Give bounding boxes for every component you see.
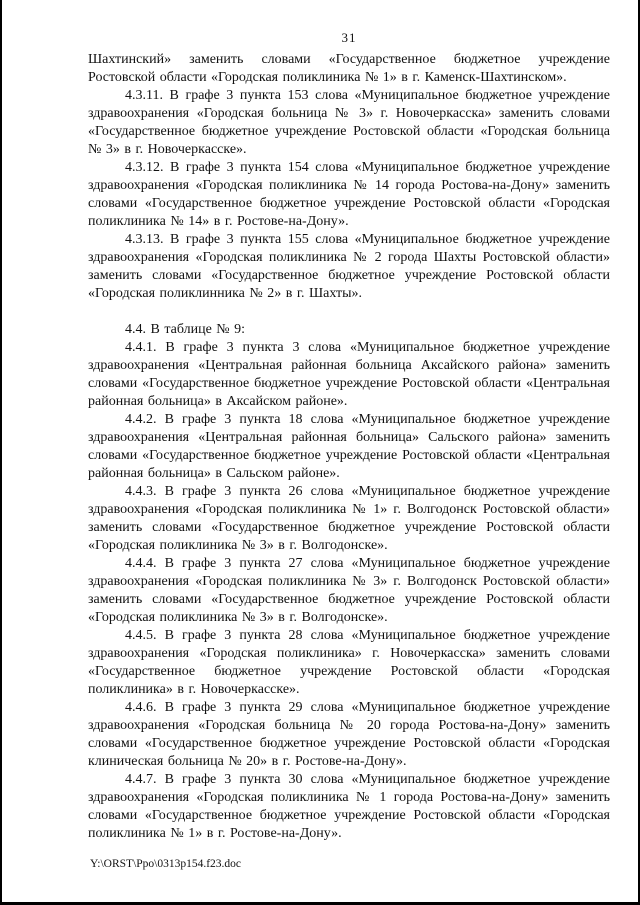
- paragraph: 4.3.13. В графе 3 пункта 155 слова «Муниципальное бюджетное учреждение здравоохранения «Городская поликлиника № 2 города Шахты Ростовской области» заменить словами «Государственное бюджетное учреждение Ростовской области «Городская поликлинника № 2» в г. Шахты».: [88, 232, 610, 301]
- paragraph: 4.4.6. В графе 3 пункта 29 слова «Муниципальное бюджетное учреждение здравоохранения «Городская больница № 20 города Ростова-на-Дону» заменить словами «Государственное бюджетное учреждение Ростовской области «Городская клиническая больница № 20» в г. Ростове-на-Дону».: [88, 700, 610, 769]
- document-body: [88, 51, 610, 843]
- footer-file-path: Y:\ORST\Ppo\0313p154.f23.doc: [90, 858, 242, 870]
- paragraph: 4.3.11. В графе 3 пункта 153 слова «Муниципальное бюджетное учреждение здравоохранения «Городская больница № 3» г. Новочеркасска» заменить словами «Государственное бюджетное учреждение Ростовской области «Городская больница № 3» в г. Новочеркасске».: [88, 88, 610, 157]
- page-number: 31: [341, 30, 357, 45]
- paragraph: Шахтинский» заменить словами «Государственное бюджетное учреждение Ростовской области «Городская поликлиника № 1» в г. Каменск-Шахтинском».: [88, 52, 610, 85]
- paragraph: 4.4.7. В графе 3 пункта 30 слова «Муниципальное бюджетное учреждение здравоохранения «Городская поликлиника № 1 города Ростова-на-Дону» заменить словами «Государственное бюджетное учреждение Ростовской области «Городская поликлиника № 1» в г. Ростове-на-Дону».: [88, 772, 610, 841]
- paragraph: 4.4.1. В графе 3 пункта 3 слова «Муниципальное бюджетное учреждение здравоохранения «Центральная районная больница Аксайского района» заменить словами «Государственное бюджетное учреждение Ростовской области «Центральная районная больница» в Аксайском районе».: [88, 340, 610, 409]
- paragraph: 4.4.2. В графе 3 пункта 18 слова «Муниципальное бюджетное учреждение здравоохранения «Центральная районная больница» Сальского района» заменить словами «Государственное бюджетное учреждение Ростовской области «Центральная районная больница» в Сальском районе».: [88, 412, 610, 481]
- paragraph: 4.4.3. В графе 3 пункта 26 слова «Муниципальное бюджетное учреждение здравоохранения «Городская поликлиника № 1» г. Волгодонск Ростовской области» заменить словами «Государственное бюджетное учреждение Ростовской области «Городская поликлиника № 3» в г. Волгодонске».: [88, 484, 610, 553]
- paragraph: 4.4.5. В графе 3 пункта 28 слова «Муниципальное бюджетное учреждение здравоохранения «Городская поликлиника» г. Новочеркасска» заменить словами «Государственное бюджетное учреждение Ростовской области «Городская поликлиника» в г. Новочеркасске».: [88, 628, 610, 697]
- paragraph: 4.4.4. В графе 3 пункта 27 слова «Муниципальное бюджетное учреждение здравоохранения «Городская поликлиника № 3» г. Волгодонск Ростовской области» заменить словами «Государственное бюджетное учреждение Ростовской области «Городская поликлиника № 3» в г. Волгодонске».: [88, 556, 610, 625]
- paragraph: 4.4. В таблице № 9:: [125, 322, 246, 337]
- paragraph: 4.3.12. В графе 3 пункта 154 слова «Муниципальное бюджетное учреждение здравоохранения «Городская поликлиника № 14 города Ростова-на-Дону» заменить словами «Государственное бюджетное учреждение Ростовской области «Городская поликлиника № 14» в г. Ростове-на-Дону».: [88, 160, 610, 229]
